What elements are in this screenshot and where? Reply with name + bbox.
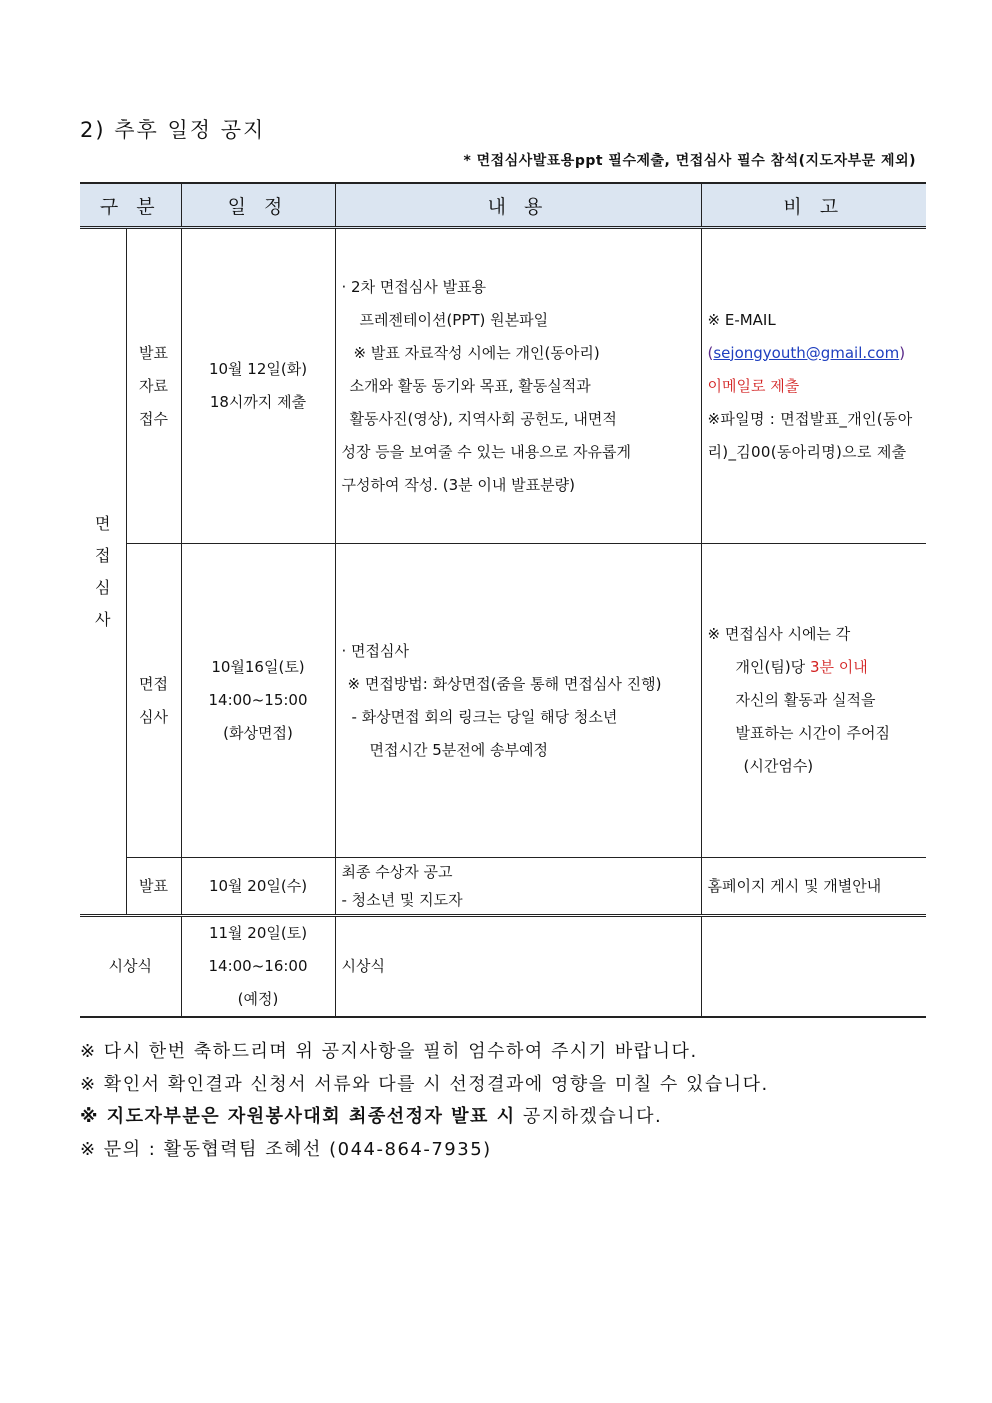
- note-contact: ※ 문의 : 활동협력팀 조혜선 (044-864-7935): [80, 1138, 492, 1160]
- label-line: 발표: [139, 343, 168, 362]
- header-content: 내 용: [335, 183, 701, 228]
- content-line: 소개와 활동 동기와 목표, 활동실적과: [349, 376, 591, 395]
- note-interview: [701, 544, 926, 858]
- schedule-submission: [181, 228, 335, 544]
- row-label-interview: [126, 544, 181, 858]
- note-submission: [701, 228, 926, 544]
- note-line: (시간엄수): [743, 757, 814, 775]
- note-line: [708, 651, 921, 684]
- paren-open: (: [707, 343, 714, 362]
- content-line: 성장 등을 보여줄 수 있는 내용으로 자유롭게: [341, 442, 631, 461]
- content-line: ※ 면접방법: 화상면접(줌을 통해 면접심사 진행): [347, 674, 662, 693]
- label-line: 면접: [139, 674, 168, 693]
- schedule-table: [80, 182, 926, 1018]
- email-link[interactable]: sejongyouth@gmail.com: [713, 343, 900, 362]
- content-line: 활동사진(영상), 지역사회 공헌도, 내면적: [349, 409, 617, 428]
- header-remarks: 비 고: [701, 183, 926, 228]
- content-submission: [335, 228, 701, 544]
- submission-notice: * 면접심사발표용ppt 필수제출, 면접심사 필수 참석(지도자부문 제외): [463, 153, 916, 169]
- note-filename: ※파일명 : 면접발표_개인(동아리)_김00(동아리명)으로 제출: [707, 409, 913, 461]
- content-line: · 2차 면접심사 발표용: [341, 277, 487, 296]
- note-line: 자신의 활동과 실적을: [735, 691, 876, 709]
- content-line: ※ 발표 자료작성 시에는 개인(동아리): [353, 343, 600, 362]
- group-label-interview: [80, 228, 126, 916]
- email-line: [708, 337, 921, 370]
- schedule-line: 18시까지 제출: [209, 393, 307, 411]
- table-row-announce: [80, 858, 926, 916]
- schedule-line: 10월16일(토): [211, 658, 305, 676]
- content-line: - 화상면접 회의 링크는 당일 해당 청소년: [351, 707, 618, 726]
- row-label-announce: 발표: [126, 858, 181, 916]
- label-line: 자료: [139, 376, 168, 395]
- schedule-ceremony: [181, 916, 335, 1018]
- note-rest-part: 공지하겠습니다.: [515, 1106, 663, 1127]
- header-category: 구 분: [80, 183, 181, 228]
- section-heading: 2) 추후 일정 공지: [80, 118, 266, 142]
- footer-notes: [80, 1036, 769, 1166]
- content-ceremony: 시상식: [335, 916, 701, 1018]
- note-line: ※ 면접심사 시에는 각: [707, 625, 851, 643]
- note-leader-announce: [80, 1101, 769, 1134]
- content-line: · 면접심사: [341, 641, 409, 660]
- schedule-announce: 10월 20일(수): [181, 858, 335, 916]
- paren-close: ): [899, 343, 906, 362]
- table-row-interview: [80, 544, 926, 858]
- table-row-ceremony: [80, 916, 926, 1018]
- content-line: 면접시간 5분전에 송부예정: [369, 740, 548, 759]
- note-highlight: 3분 이내: [809, 658, 868, 676]
- schedule-line: 14:00~16:00: [208, 957, 308, 975]
- schedule-line: 11월 20일(토): [208, 924, 308, 942]
- content-line: 구성하여 작성. (3분 이내 발표분량): [341, 475, 575, 494]
- label-line: 심사: [139, 707, 168, 726]
- note-ceremony: [701, 916, 926, 1018]
- note-line: 발표하는 시간이 주어짐: [735, 724, 890, 742]
- note-email-submit: 이메일로 제출: [707, 376, 800, 395]
- note-bold-part: ※ 지도자부분은 자원봉사대회 최종선정자 발표 시: [80, 1106, 516, 1127]
- note-verification: ※ 확인서 확인결과 신청서 서류와 다를 시 선정결과에 영향을 미칠 수 있습니다.: [80, 1073, 769, 1095]
- schedule-line: 10월 12일(화): [208, 360, 308, 378]
- content-line: 프레젠테이션(PPT) 원본파일: [359, 310, 549, 329]
- header-schedule: 일 정: [181, 183, 335, 228]
- row-label-ceremony: 시상식: [80, 916, 181, 1018]
- note-text: 개인(팀)당: [735, 658, 810, 676]
- note-email-label: ※ E-MAIL: [707, 310, 776, 329]
- group-label-text: 면접심사: [95, 513, 111, 629]
- schedule-line: (화상면접): [223, 724, 293, 742]
- content-line: 최종 수상자 공고: [341, 863, 453, 881]
- content-line: - 청소년 및 지도자: [341, 891, 463, 909]
- row-label-submission: [126, 228, 181, 544]
- table-row-submission: [80, 228, 926, 544]
- label-line: 접수: [139, 409, 168, 428]
- note-announce: 홈페이지 게시 및 개별안내: [701, 858, 926, 916]
- schedule-line: 14:00~15:00: [208, 691, 308, 709]
- schedule-line: (예정): [237, 990, 279, 1008]
- content-announce: [335, 858, 701, 916]
- content-interview: [335, 544, 701, 858]
- schedule-interview: [181, 544, 335, 858]
- note-congrats: ※ 다시 한번 축하드리며 위 공지사항을 필히 엄수하여 주시기 바랍니다.: [80, 1041, 698, 1062]
- table-header-row: [80, 183, 926, 228]
